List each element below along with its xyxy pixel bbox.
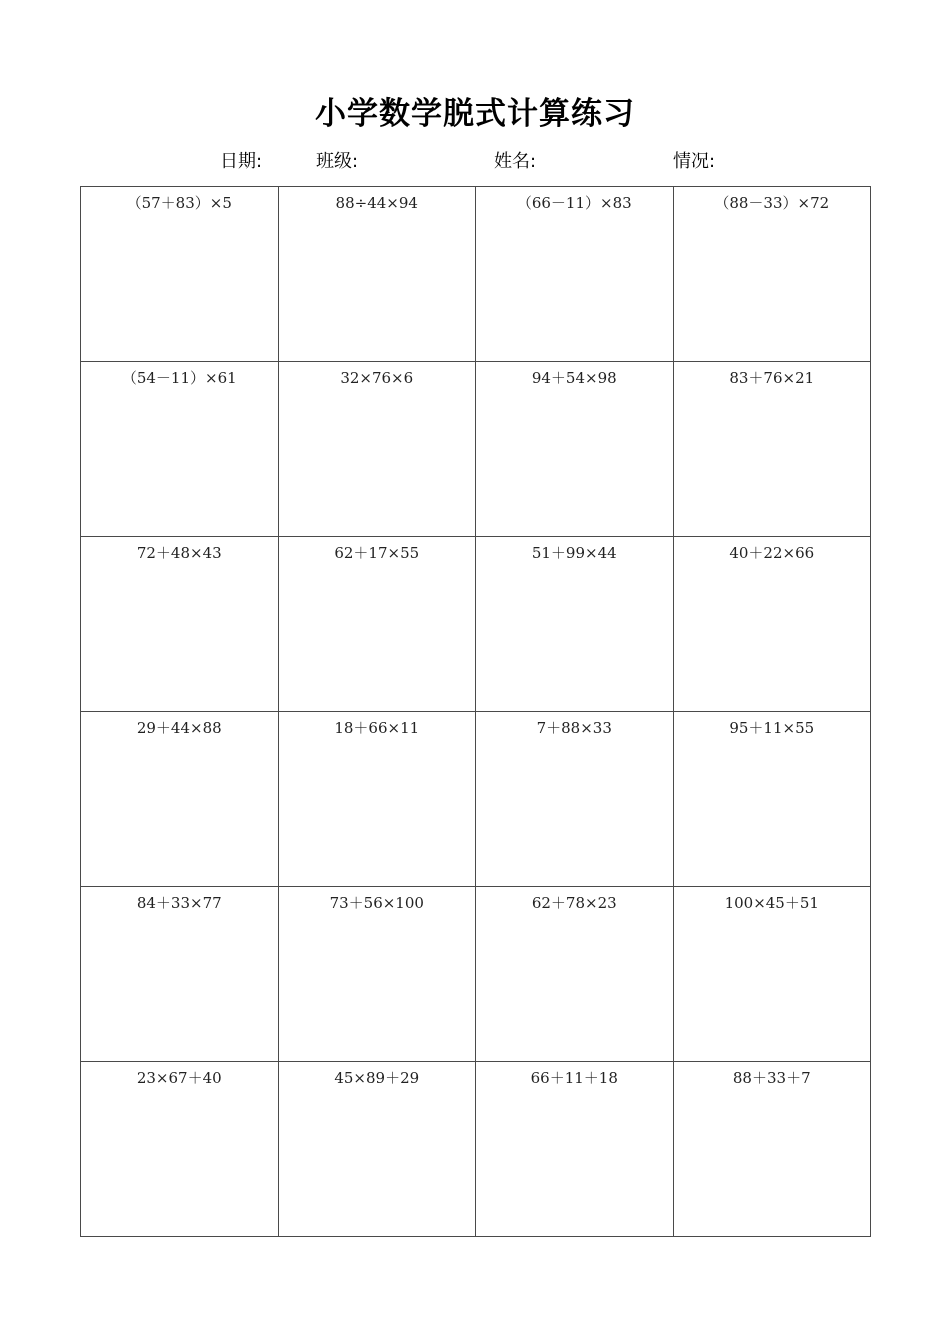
problem-expression: 88÷44×94 <box>335 194 418 212</box>
problem-cell <box>476 362 674 537</box>
problem-cell <box>81 887 279 1062</box>
problem-cell <box>279 1062 477 1237</box>
class-label: 班级: <box>316 151 359 172</box>
problem-cell <box>81 712 279 887</box>
problem-expression: 72＋48×43 <box>136 544 222 562</box>
problem-expression: 45×89＋29 <box>334 1069 420 1087</box>
problem-expression: 32×76×6 <box>340 369 414 387</box>
problem-cell <box>279 887 477 1062</box>
problem-cell <box>674 887 872 1062</box>
problem-expression: 88＋33＋7 <box>732 1069 811 1087</box>
problem-expression: 29＋44×88 <box>136 719 222 737</box>
problem-expression: 18＋66×11 <box>334 719 420 737</box>
problem-cell <box>674 362 872 537</box>
problem-expression: 62＋78×23 <box>531 894 617 912</box>
problem-cell <box>476 1062 674 1237</box>
page-title: 小学数学脱式计算练习 <box>315 96 635 132</box>
problem-expression: 40＋22×66 <box>729 544 815 562</box>
problem-cell <box>674 537 872 712</box>
problem-cell <box>81 187 279 362</box>
problem-cell <box>279 537 477 712</box>
problem-expression: 95＋11×55 <box>729 719 815 737</box>
problem-expression: （57＋83）×5 <box>126 194 232 212</box>
problem-cell <box>81 1062 279 1237</box>
problem-expression: 7＋88×33 <box>536 719 612 737</box>
problem-cell <box>476 712 674 887</box>
problem-expression: 100×45＋51 <box>724 894 819 912</box>
problem-expression: （88－33）×72 <box>714 194 830 212</box>
problem-cell <box>81 362 279 537</box>
problem-cell <box>81 537 279 712</box>
problem-cell <box>674 187 872 362</box>
problem-expression: 84＋33×77 <box>136 894 222 912</box>
problem-expression: 23×67＋40 <box>136 1069 222 1087</box>
date-label: 日期: <box>220 151 263 172</box>
name-label: 姓名: <box>494 151 537 172</box>
condition-label: 情况: <box>673 151 716 172</box>
problem-cell <box>476 187 674 362</box>
problem-grid <box>80 186 871 1237</box>
problem-expression: （66－11）×83 <box>516 194 632 212</box>
problem-expression: 83＋76×21 <box>729 369 815 387</box>
problem-expression: 51＋99×44 <box>531 544 617 562</box>
problem-cell <box>674 1062 872 1237</box>
problem-cell <box>279 712 477 887</box>
problem-cell <box>476 887 674 1062</box>
problem-expression: 73＋56×100 <box>329 894 424 912</box>
problem-cell <box>674 712 872 887</box>
problem-cell <box>279 362 477 537</box>
problem-expression: 62＋17×55 <box>334 544 420 562</box>
problem-expression: 66＋11＋18 <box>530 1069 618 1087</box>
problem-expression: 94＋54×98 <box>531 369 617 387</box>
problem-cell <box>476 537 674 712</box>
problem-expression: （54－11）×61 <box>121 369 237 387</box>
problem-cell <box>279 187 477 362</box>
